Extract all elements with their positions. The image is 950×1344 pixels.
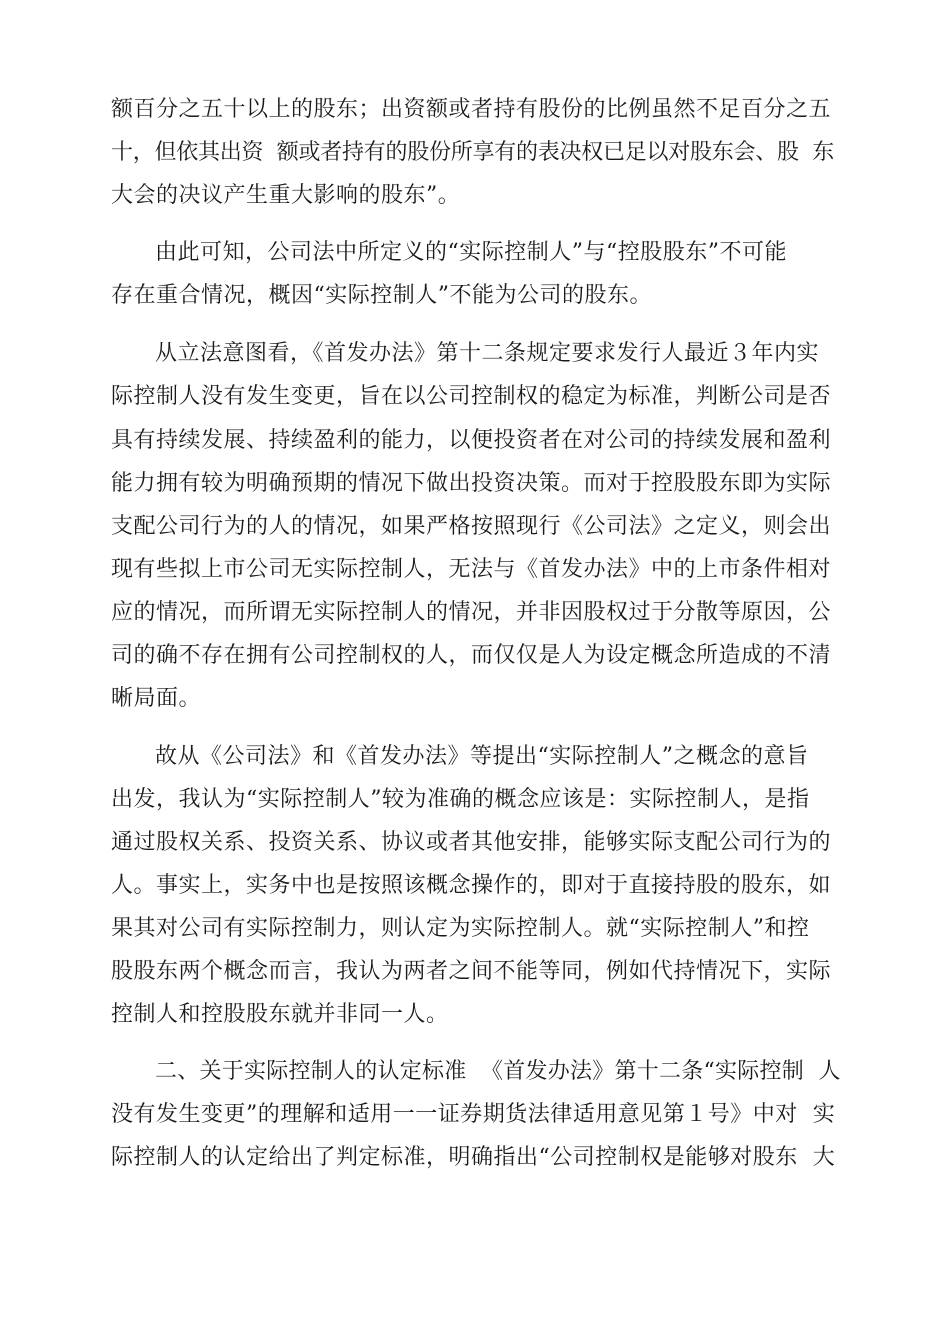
paragraph-2-line-1: 由此可知，公司法中所定义的“实际控制人”与“控股股东”不可能 [155, 240, 787, 265]
paragraph-5-line-2: 没有发生变更”的理解和适用一一证券期货法律适用意见第１号》中对 实 [111, 1102, 836, 1127]
paragraph-3-line-5: 支配公司行为的人的情况，如果严格按照现行《公司法》之定义，则会出 [111, 514, 832, 539]
paragraph-3-line-3: 具有持续发展、持续盈利的能力，以便投资者在对公司的持续发展和盈利 [111, 428, 832, 453]
paragraph-3-line-4: 能力拥有较为明确预期的情况下做出投资决策。而对于控股股东即为实际 [111, 471, 832, 496]
paragraph-4-line-3: 通过股权关系、投资关系、协议或者其他安排，能够实际支配公司行为的 [111, 830, 832, 855]
paragraph-3-line-2: 际控制人没有发生变更，旨在以公司控制权的稳定为标准，判断公司是否 [111, 384, 832, 409]
paragraph-1-line-1: 额百分之五十以上的股东；出资额或者持有股份的比例虽然不足百分之五 [111, 97, 832, 122]
paragraph-1-line-3: 大会的决议产生重大影响的股东”。 [111, 183, 461, 208]
paragraph-5-line-1: 二、关于实际控制人的认定标准 《首发办法》第十二条“实际控制 人 [155, 1059, 841, 1084]
paragraph-4-line-7: 控制人和控股股东就并非同一人。 [111, 1002, 449, 1027]
paragraph-4-line-4: 人。事实上，实务中也是按照该概念操作的，即对于直接持股的股东，如 [111, 873, 832, 898]
paragraph-4-line-6: 股股东两个概念而言，我认为两者之间不能等同，例如代持情况下，实际 [111, 959, 832, 984]
paragraph-3-line-8: 司的确不存在拥有公司控制权的人，而仅仅是人为设定概念所造成的不清 [111, 643, 832, 668]
paragraph-3-line-9: 晰局面。 [111, 686, 202, 711]
paragraph-5-line-3: 际控制人的认定给出了判定标准，明确指出“公司控制权是能够对股东 大 [111, 1145, 836, 1170]
paragraph-2-line-2: 存在重合情况，概因“实际控制人”不能为公司的股东。 [111, 283, 652, 308]
paragraph-4-line-2: 出发，我认为“实际控制人”较为准确的概念应该是：实际控制人，是指 [111, 787, 810, 812]
paragraph-3-line-7: 应的情况，而所谓无实际控制人的情况，并非因股权过于分散等原因，公 [111, 600, 832, 625]
paragraph-1-line-2: 十，但依其出资 额或者持有的股份所享有的表决权已足以对股东会、股 东 [111, 140, 834, 165]
paragraph-3-line-1: 从立法意图看，《首发办法》第十二条规定要求发行人最近３年内实 [155, 341, 820, 366]
paragraph-4-line-5: 果其对公司有实际控制力，则认定为实际控制人。就“实际控制人”和控 [111, 916, 810, 941]
paragraph-3-line-6: 现有些拟上市公司无实际控制人，无法与《首发办法》中的上市条件相对 [111, 557, 832, 582]
paragraph-4-line-1: 故从《公司法》和《首发办法》等提出“实际控制人”之概念的意旨 [155, 744, 809, 769]
